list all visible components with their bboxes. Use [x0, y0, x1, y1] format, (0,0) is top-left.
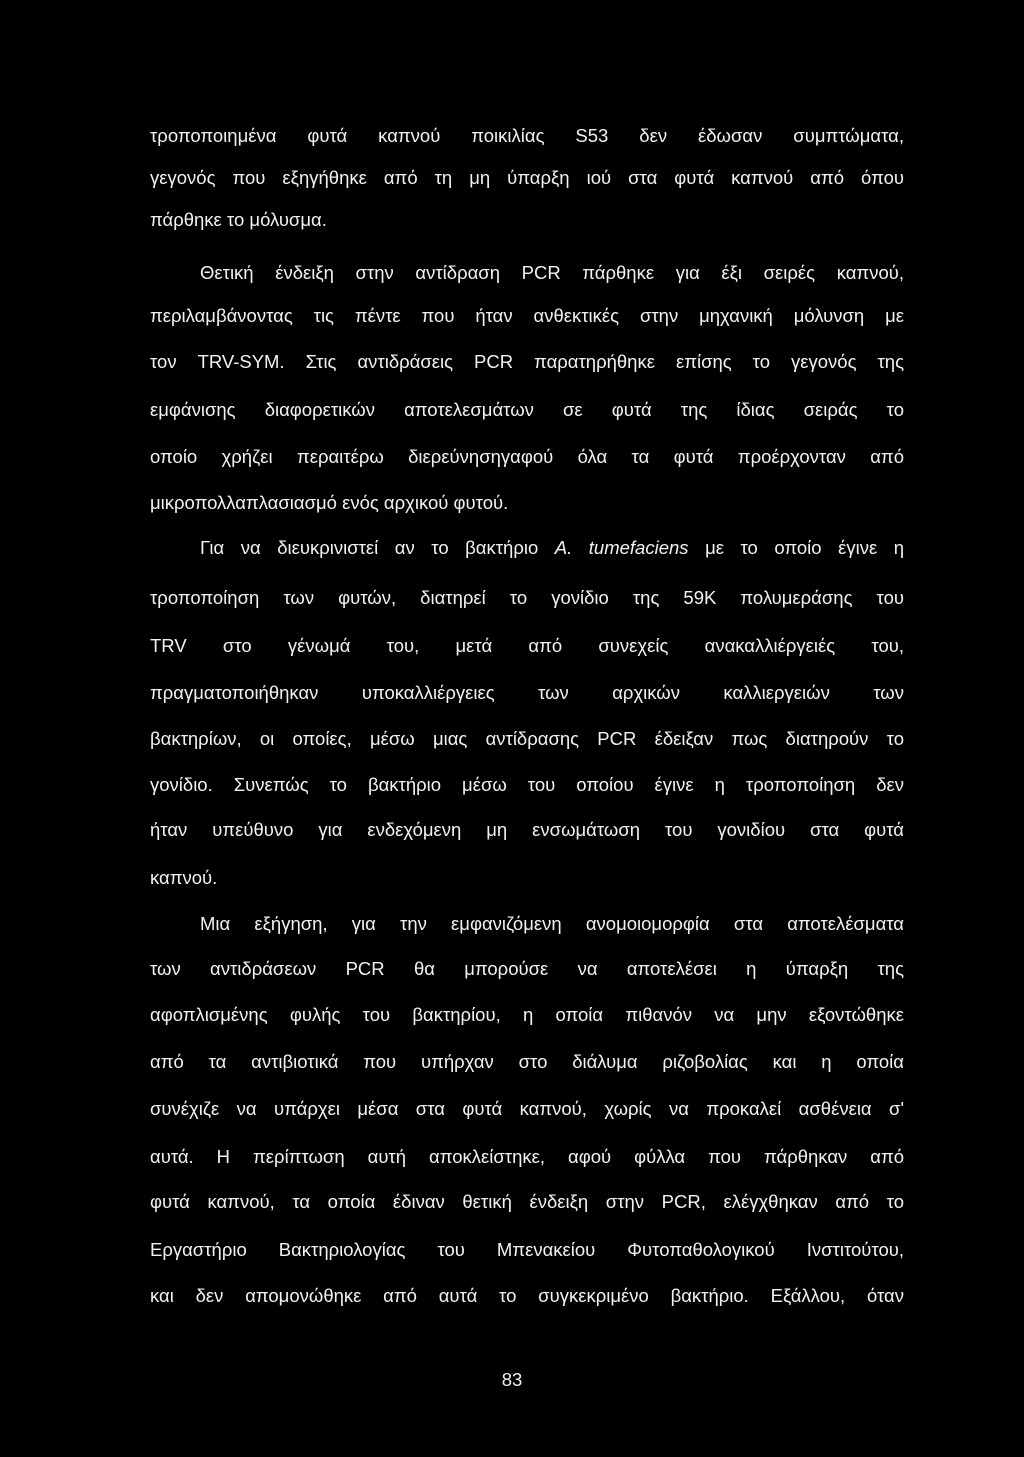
text-line: περιλαμβάνοντας τις πέντε που ήταν ανθεκτικές στην μηχανική μόλυνση με	[150, 305, 904, 326]
paragraph-first-line	[200, 536, 904, 560]
page-number: 83	[501, 1369, 523, 1390]
text-line: πάρθηκε το μόλυσμα.	[150, 209, 327, 230]
text-line: φυτά καπνού, τα οποία έδιναν θετική ένδειξη στην PCR, ελέγχθηκαν από το	[150, 1191, 904, 1212]
species-name-italic: A. tumefaciens	[554, 537, 689, 558]
text-line: αυτά. Η περίπτωση αυτή αποκλείστηκε, αφού φύλλα που πάρθηκαν από	[150, 1146, 904, 1167]
text-line: πραγματοποιήθηκαν υποκαλλιέργειες των αρχικών καλλιεργειών των	[150, 682, 904, 703]
text-line: και δεν απομονώθηκε από αυτά το συγκεκριμένο βακτήριο. Εξάλλου, όταν	[150, 1285, 904, 1306]
text-line: βακτηρίων, οι οποίες, μέσω μιας αντίδρασης PCR έδειξαν πως διατηρούν το	[150, 728, 904, 749]
text-line: οποίο χρήζει περαιτέρω διερεύνησηγαφού όλα τα φυτά προέρχονταν από	[150, 446, 904, 467]
text-line: ήταν υπεύθυνο για ενδεχόμενη μη ενσωμάτωση του γονιδίου στα φυτά	[150, 819, 904, 840]
text-line: εμφάνισης διαφορετικών αποτελεσμάτων σε φυτά της ίδιας σειράς το	[150, 399, 904, 420]
text-line: γεγονός που εξηγήθηκε από τη μη ύπαρξη ιού στα φυτά καπνού από όπου	[150, 167, 904, 188]
text-segment: Για να διευκρινιστεί αν το βακτήριο	[200, 537, 539, 558]
text-line: τον TRV-SYM. Στις αντιδράσεις PCR παρατηρήθηκε επίσης το γεγονός της	[150, 351, 904, 372]
text-line: τροποποιημένα φυτά καπνού ποικιλίας S53 δεν έδωσαν συμπτώματα,	[150, 125, 904, 146]
text-line: TRV στο γένωμά του, μετά από συνεχείς ανακαλλιέργειές του,	[150, 635, 904, 656]
paragraph-first-line: Μια εξήγηση, για την εμφανιζόμενη ανομοιομορφία στα αποτελέσματα	[200, 913, 904, 934]
text-line: από τα αντιβιοτικά που υπήρχαν στο διάλυμα ριζοβολίας και η οποία	[150, 1051, 904, 1072]
text-line: τροποποίηση των φυτών, διατηρεί το γονίδιο της 59K πολυμεράσης του	[150, 587, 904, 608]
text-line: αφοπλισμένης φυλής του βακτηρίου, η οποία πιθανόν να μην εξοντώθηκε	[150, 1004, 904, 1025]
text-line: καπνού.	[150, 867, 218, 888]
text-line: μικροπολλαπλασιασμό ενός αρχικού φυτού.	[150, 492, 509, 513]
text-line: Εργαστήριο Βακτηριολογίας του Μπενακείου Φυτοπαθολογικού Ινστιτούτου,	[150, 1239, 904, 1260]
text-line: γονίδιο. Συνεπώς το βακτήριο μέσω του οποίου έγινε η τροποποίηση δεν	[150, 774, 904, 795]
text-line: συνέχιζε να υπάρχει μέσα στα φυτά καπνού, χωρίς να προκαλεί ασθένεια σ'	[150, 1098, 904, 1119]
text-line: των αντιδράσεων PCR θα μπορούσε να αποτελέσει η ύπαρξη της	[150, 958, 904, 979]
paragraph-first-line: Θετική ένδειξη στην αντίδραση PCR πάρθηκε για έξι σειρές καπνού,	[200, 262, 904, 283]
text-segment: με το οποίο έγινε η	[705, 537, 904, 558]
